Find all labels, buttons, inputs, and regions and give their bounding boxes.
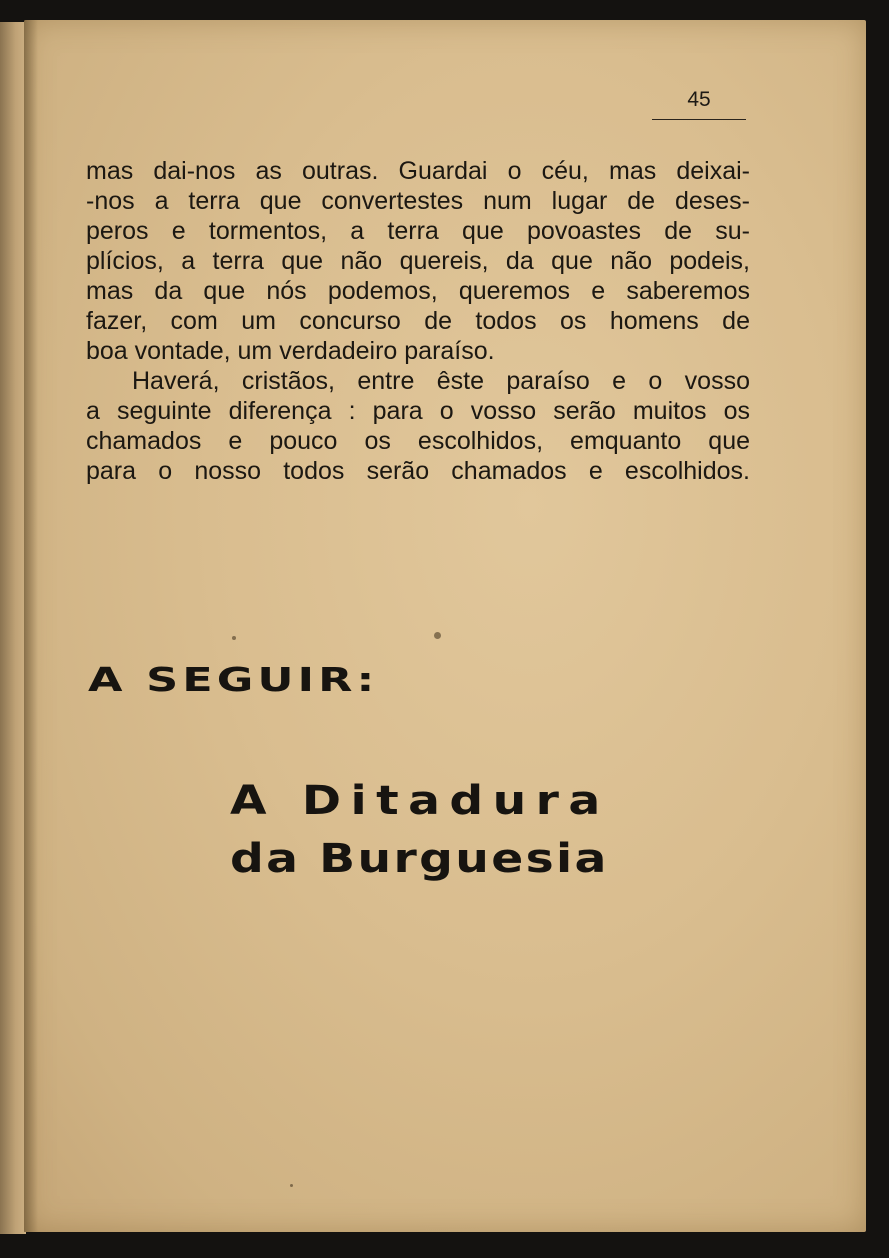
body-text <box>86 156 750 486</box>
text-line: fazer, com um concurso de todos os homens de <box>86 307 750 335</box>
text-line: mas da que nós podemos, queremos e saberemos <box>86 277 750 305</box>
text-line: chamados e pouco os escolhidos, emquanto que <box>86 427 750 455</box>
text-line: a seguinte diferença : para o vosso serão muitos os <box>86 397 750 425</box>
paper-speck <box>232 636 236 640</box>
page-fold-shadow <box>24 20 38 1232</box>
text-line: plícios, a terra que não quereis, da que não podeis, <box>86 247 750 275</box>
left-page-edge <box>0 22 26 1234</box>
page-number: 45 <box>687 88 711 111</box>
paper-speck <box>290 1184 293 1187</box>
next-title-line-1: A Ditadura <box>230 778 610 824</box>
text-line: para o nosso todos serão chamados e escolhidos. <box>86 457 750 485</box>
next-issue-heading: A SEGUIR: <box>88 660 379 699</box>
text-line: -nos a terra que convertestes num lugar de deses- <box>86 187 750 215</box>
text-line: mas dai-nos as outras. Guardai o céu, mas deixai- <box>86 157 750 185</box>
page-number-rule <box>652 119 746 120</box>
paper-speck <box>434 632 441 639</box>
next-title-line-2: da Burguesia <box>230 836 609 882</box>
text-line: Haverá, cristãos, entre êste paraíso e o vosso <box>132 367 750 395</box>
text-line: boa vontade, um verdadeiro paraíso. <box>86 337 495 365</box>
text-line: peros e tormentos, a terra que povoastes de su- <box>86 217 750 245</box>
